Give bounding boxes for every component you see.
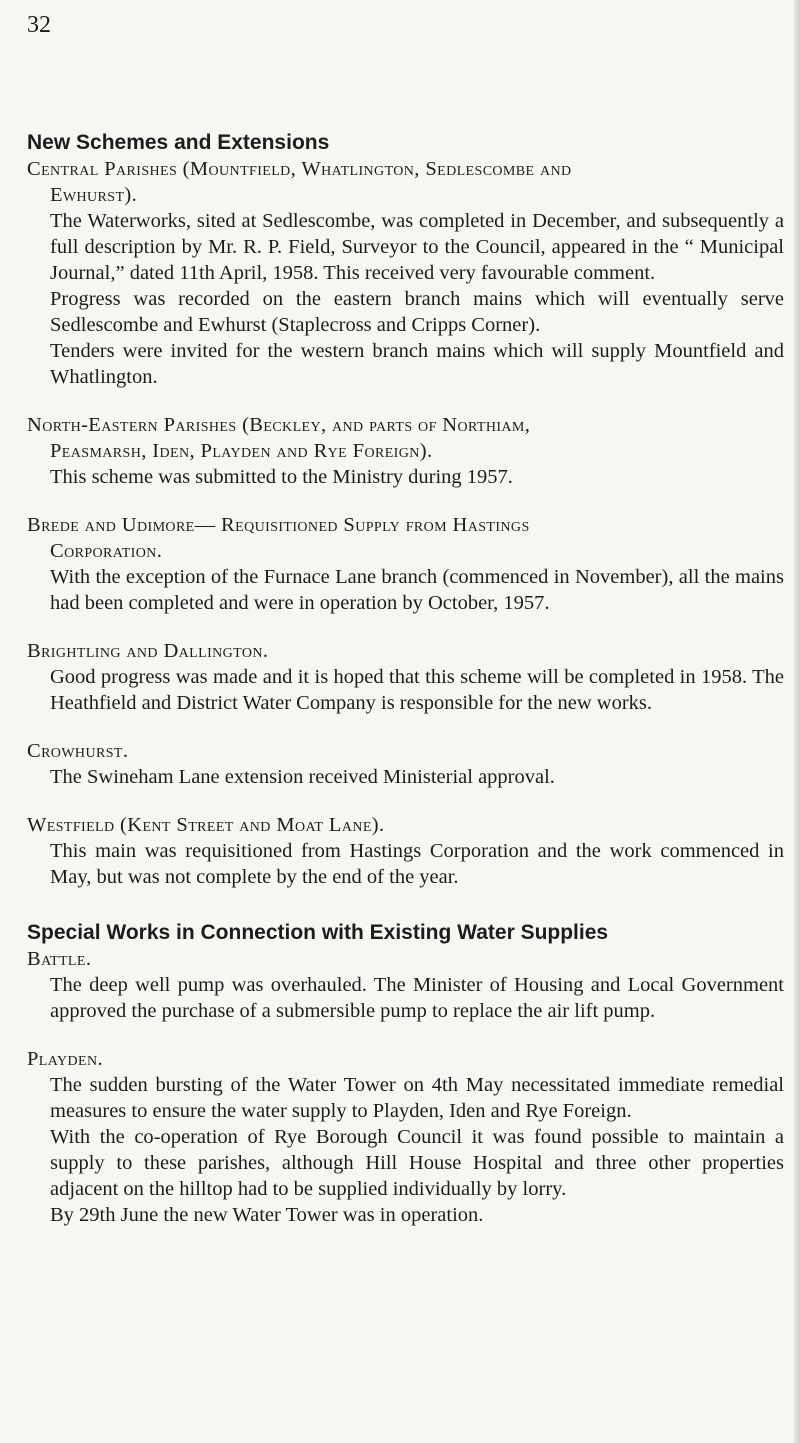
paragraph: Tenders were invited for the western branch mains which will supply Mountfield and Whatlington. xyxy=(50,340,784,388)
subheading-north-eastern-line2: Peasmarsh, Iden, Playden and Rye Foreign). xyxy=(50,440,433,462)
section-heading-special-works: Special Works in Connection with Existing Water Supplies xyxy=(27,921,609,944)
section-heading-new-schemes: New Schemes and Extensions xyxy=(27,131,330,154)
subheading-central-line2: Ewhurst). xyxy=(50,184,138,206)
paragraph: The sudden bursting of the Water Tower on 4th May necessitated immediate remedial measures to ensure the water supply to Playden, Iden and Rye Foreign. xyxy=(50,1074,784,1122)
paragraph: This scheme was submitted to the Ministry during 1957. xyxy=(50,466,513,488)
page-body xyxy=(27,130,784,1228)
subheading-central-line1: Central Parishes (Mountfield, Whatlington, Sedlescombe and xyxy=(27,158,572,180)
subheading-brightling-dallington: Brightling and Dallington. xyxy=(27,640,269,662)
page-edge-shadow xyxy=(794,0,800,1443)
paragraph: Good progress was made and it is hoped that this scheme will be completed in 1958. The Heathfield and District Water Company is responsible for the new works. xyxy=(50,666,784,714)
subheading-north-eastern-parishes xyxy=(27,412,784,464)
page-number: 32 xyxy=(27,12,51,38)
paragraph: The Swineham Lane extension received Ministerial approval. xyxy=(50,766,555,788)
subheading-brede-line1: Brede and Udimore— Requisitioned Supply from Hastings xyxy=(27,514,530,536)
subheading-north-eastern-line1: North-Eastern Parishes (Beckley, and parts of Northiam, xyxy=(27,414,531,436)
subheading-playden: Playden. xyxy=(27,1048,103,1070)
subheading-westfield: Westfield (Kent Street and Moat Lane). xyxy=(27,814,385,836)
subheading-battle: Battle. xyxy=(27,948,92,970)
paragraph: The deep well pump was overhauled. The Minister of Housing and Local Government approved the purchase of a submersible pump to replace the air lift pump. xyxy=(50,974,784,1022)
subheading-central-parishes xyxy=(27,156,784,208)
subheading-crowhurst: Crowhurst. xyxy=(27,740,129,762)
paragraph: The Waterworks, sited at Sedlescombe, was completed in December, and subsequently a full description by Mr. R. P. Field, Surveyor to the Council, appeared in the “ Municipal Journal,” dated 11th April, 1958. This received very favourable comment. xyxy=(50,210,784,284)
paragraph: This main was requisitioned from Hastings Corporation and the work commenced in May, but was not complete by the end of the year. xyxy=(50,840,784,888)
paragraph: By 29th June the new Water Tower was in operation. xyxy=(50,1204,484,1226)
paragraph: Progress was recorded on the eastern branch mains which will eventually serve Sedlescombe and Ewhurst (Staplecross and Cripps Corner). xyxy=(50,288,784,336)
subheading-brede-line2: Corporation. xyxy=(50,540,163,562)
subheading-brede-udimore xyxy=(27,512,784,564)
paragraph: With the exception of the Furnace Lane branch (commenced in November), all the mains had been completed and were in operation by October, 1957. xyxy=(50,566,784,614)
paragraph: With the co-operation of Rye Borough Council it was found possible to maintain a supply to these parishes, although Hill House Hospital and three other properties adjacent on the hilltop had to be supplied individually by lorry. xyxy=(50,1126,784,1200)
